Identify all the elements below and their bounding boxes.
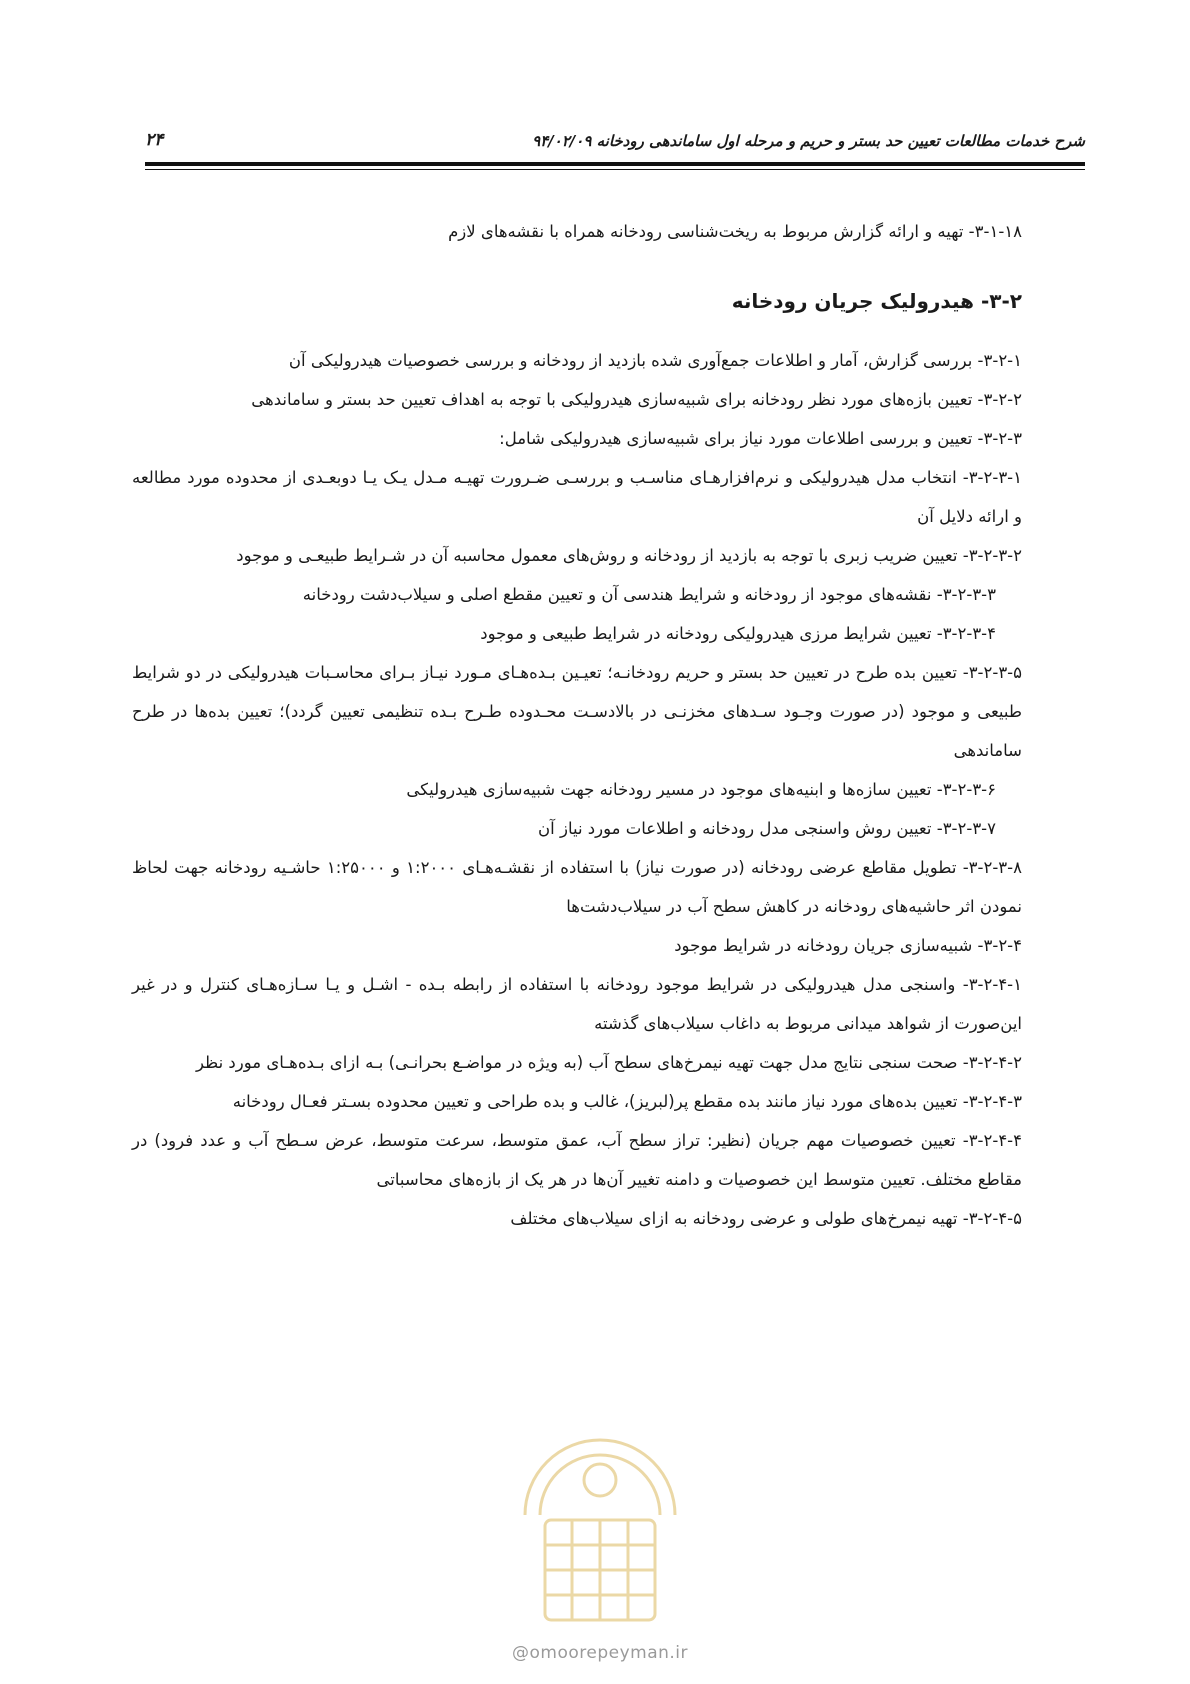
watermark-text: @omoorepeyman.ir [511, 1643, 689, 1663]
page-content [132, 212, 1022, 1238]
header-rule-thick [145, 162, 1085, 166]
list-item: ۳-۲-۴-۴- تعیین خصوصیات مهم جریان (نظیر: تراز سطح آب، عمق متوسط، سرعت متوسط، عرض سـطح آب و عدد فرود) در مقاطع مختلف. تعیین متوسط این خصوصیات و دامنه تغییر آن‌ها در هر یک از بازه‌های محاسباتی [132, 1131, 1022, 1189]
list-item: ۳-۲-۴-۲- صحت سنجی نتایج مدل جهت تهیه نیمرخ‌های سطح آب (به ویژه در مواضـع بحرانـی) بـه ازای بـده‌هـای مورد نظر [195, 1053, 1022, 1072]
list-item: ۳-۲-۴-۵- تهیه نیمرخ‌های طولی و عرضی رودخانه به ازای سیلاب‌های مختلف [510, 1209, 1022, 1228]
list-item: ۳-۲-۳-۲- تعیین ضریب زبری با توجه به بازدید از رودخانه و روش‌های معمول محاسبه آن در شـرایط طبیعـی و موجود [236, 546, 1022, 565]
intro-line: ۳-۱-۱۸- تهیه و ارائه گزارش مربوط به ریخت‌شناسی رودخانه همراه با نقشه‌های لازم [448, 222, 1022, 241]
watermark-logo-icon [505, 1395, 695, 1635]
list-item: ۳-۲-۴- شبیه‌سازی جریان رودخانه در شرایط موجود [674, 936, 1022, 955]
list-item: ۳-۲-۳-۴- تعیین شرایط مرزی هیدرولیکی رودخانه در شرایط طبیعی و موجود [480, 624, 996, 643]
list-item: ۳-۲-۳-۷- تعیین روش واسنجی مدل رودخانه و اطلاعات مورد نیاز آن [538, 819, 996, 838]
page-header [145, 128, 1085, 158]
section-heading: ۳-۲- هیدرولیک جریان رودخانه [731, 289, 1022, 313]
header-title: شرح خدمات مطالعات تعیین حد بستر و حریم و مرحله اول ساماندهی رودخانه ۹۴/۰۲/۰۹ [532, 132, 1085, 150]
page-number: ۲۴ [145, 130, 164, 150]
list-item: ۳-۲-۲- تعیین بازه‌های مورد نظر رودخانه برای شبیه‌سازی هیدرولیکی با توجه به اهداف تعیین حد بستر و ساماندهی [251, 390, 1022, 409]
list-item: ۳-۲-۳-۱- انتخاب مدل هیدرولیکی و نرم‌افزارهـای مناسـب و بررسـی ضـرورت تهیـه مـدل یـک یـا دوبعـدی از محدوده مورد مطالعه و ارائه دلایل آن [132, 468, 1022, 526]
list-item: ۳-۲-۳- تعیین و بررسی اطلاعات مورد نیاز برای شبیه‌سازی هیدرولیکی شامل: [499, 429, 1022, 448]
list-item: ۳-۲-۳-۶- تعیین سازه‌ها و ابنیه‌های موجود در مسیر رودخانه جهت شبیه‌سازی هیدرولیکی [406, 780, 996, 799]
list-item: ۳-۲-۱- بررسی گزارش، آمار و اطلاعات جمع‌آوری شده بازدید از رودخانه و بررسی خصوصیات هیدرولیکی آن [288, 351, 1022, 370]
list-item: ۳-۲-۴-۳- تعیین بده‌های مورد نیاز مانند بده مقطع پر(لبریز)، غالب و بده طراحی و تعیین محدوده بسـتر فعـال رودخانه [232, 1092, 1022, 1111]
list-item: ۳-۲-۳-۳- نقشه‌های موجود از رودخانه و شرایط هندسی آن و تعیین مقطع اصلی و سیلاب‌دشت رودخانه [302, 585, 996, 604]
list-item: ۳-۲-۴-۱- واسنجی مدل هیدرولیکی در شرایط موجود رودخانه با استفاده از رابطه بـده - اشـل و یـا سـازه‌هـای کنترل و در غیر این‌صورت از شواهد میدانی مربوط به داغاب سیلاب‌های گذشته [132, 975, 1022, 1033]
list-item: ۳-۲-۳-۵- تعیین بده طرح در تعیین حد بستر و حریم رودخانـه؛ تعیـین بـده‌هـای مـورد نیـاز بـرای محاسـبات هیدرولیکی در دو شرایط طبیعی و موجود (در صورت وجـود سـدهای مخزنـی در بالادسـت محـدوده طـرح بـده تنظیمی تعیین گردد)؛ تعیین بده‌ها در طرح ساماندهی [132, 663, 1022, 760]
header-rule-thin [145, 169, 1085, 170]
list-item: ۳-۲-۳-۸- تطویل مقاطع عرضی رودخانه (در صورت نیاز) با استفاده از نقشـه‌هـای ۱:۲۰۰۰ و ۱:۲۵۰۰۰ حاشـیه رودخانه جهت لحاظ نمودن اثر حاشیه‌های رودخانه در کاهش سطح آب در سیلاب‌دشت‌ها [132, 858, 1022, 916]
